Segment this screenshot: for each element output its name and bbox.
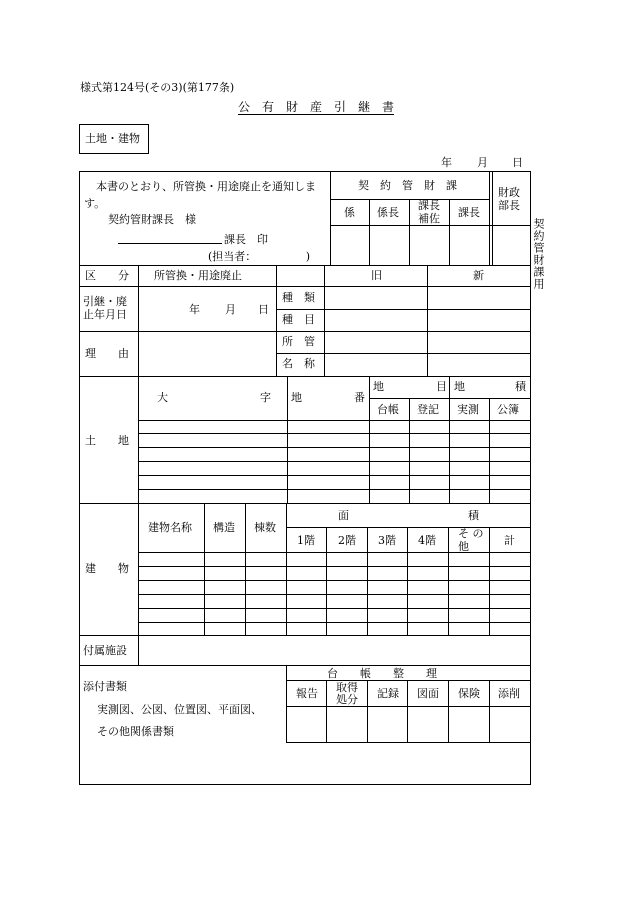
date-month: 月 — [477, 156, 488, 169]
transfer-month: 月 — [225, 303, 236, 316]
ledger-col-record: 記録 — [377, 687, 399, 700]
attachments-line2: その他関係書類 — [97, 725, 174, 738]
attr-kind: 種 類 — [282, 291, 315, 304]
ledger-title: 台 帳 整 理 — [327, 667, 437, 680]
attr-owner: 所 管 — [282, 335, 315, 348]
attr-item: 種 目 — [282, 313, 315, 326]
approval-col-kakari: 係 — [344, 206, 355, 219]
ledger-col-drawing: 図面 — [417, 687, 439, 700]
land-sub-daicho: 台帳 — [377, 403, 399, 416]
land-chiban-2: 番 — [354, 391, 365, 404]
reason-label: 理 由 — [85, 347, 129, 360]
notice-line2: す。 — [84, 197, 106, 210]
building-area-2: 積 — [468, 509, 479, 522]
approval-col-kacho: 課長 — [458, 206, 480, 219]
land-chimoku-2: 目 — [436, 380, 447, 393]
approval-col-kakaricho: 係長 — [377, 206, 399, 219]
form-number: 様式第124号(その3)(第177条) — [80, 81, 235, 94]
approval-finance-2: 部長 — [498, 199, 520, 212]
approval-finance-1: 財政 — [498, 186, 520, 199]
side-note: 契約管財課用 — [532, 218, 545, 290]
new-header: 新 — [473, 269, 484, 282]
building-other-2: 他 — [458, 540, 469, 553]
building-label: 建 物 — [85, 562, 129, 575]
land-chimoku-1: 地 — [373, 380, 384, 393]
building-structure: 構造 — [213, 521, 235, 534]
classification-value: 所管換・用途廃止 — [154, 269, 242, 282]
date-day: 日 — [512, 156, 523, 169]
building-area-1: 面 — [338, 509, 349, 522]
land-aza: 字 — [260, 391, 271, 404]
building-floor-4: 4階 — [418, 534, 436, 547]
classification-label: 区 分 — [85, 269, 129, 282]
ledger-col-acquire: 取得 — [336, 681, 358, 694]
old-header: 旧 — [371, 269, 382, 282]
transfer-date-label1: 引継・廃 — [83, 295, 127, 308]
building-floor-3: 3階 — [378, 534, 396, 547]
building-name: 建物名称 — [148, 521, 192, 534]
notice-addressee: 契約管財課長 様 — [108, 213, 196, 226]
notice-line1: 本書のとおり、所管換・用途廃止を通知しま — [96, 180, 316, 193]
notice-contact: (担当者： ) — [208, 250, 311, 263]
transfer-date-label2: 止年月日 — [83, 308, 127, 321]
land-chiseki-2: 積 — [515, 380, 526, 393]
building-total: 計 — [504, 534, 515, 547]
notice-signer: 課長 印 — [224, 233, 268, 246]
land-label: 土 地 — [85, 434, 129, 447]
transfer-year: 年 — [189, 303, 200, 316]
building-count: 棟数 — [254, 521, 276, 534]
land-chiban-1: 地 — [291, 391, 302, 404]
attachments-line1: 実測図、公図、位置図、平面図、 — [97, 703, 262, 716]
transfer-day: 日 — [258, 303, 269, 316]
category-label: 土地・建物 — [85, 132, 140, 145]
facility-label: 付属施設 — [83, 644, 127, 657]
building-other-1: そ の — [458, 527, 484, 540]
page-title: 公 有 財 産 引 継 書 — [238, 100, 395, 114]
ledger-col-report: 報告 — [296, 687, 318, 700]
date-year: 年 — [441, 156, 452, 169]
attachments-label: 添付書類 — [83, 680, 127, 693]
approval-col-kachohosa-1: 課長 — [418, 199, 440, 212]
ledger-col-insurance: 保険 — [458, 687, 480, 700]
ledger-col-revision: 添削 — [498, 687, 520, 700]
approval-section-title: 契 約 管 財 課 — [358, 179, 457, 192]
ledger-col-dispose: 処分 — [336, 693, 358, 706]
land-sub-toki: 登記 — [417, 403, 439, 416]
land-chiseki-1: 地 — [454, 380, 465, 393]
building-floor-2: 2階 — [338, 534, 356, 547]
attr-name: 名 称 — [282, 357, 315, 370]
approval-col-kachohosa-2: 補佐 — [418, 212, 440, 225]
building-floor-1: 1階 — [297, 534, 315, 547]
land-sub-jissoku: 実測 — [457, 403, 479, 416]
land-oaza: 大 — [157, 391, 168, 404]
land-sub-kobo: 公簿 — [497, 403, 519, 416]
